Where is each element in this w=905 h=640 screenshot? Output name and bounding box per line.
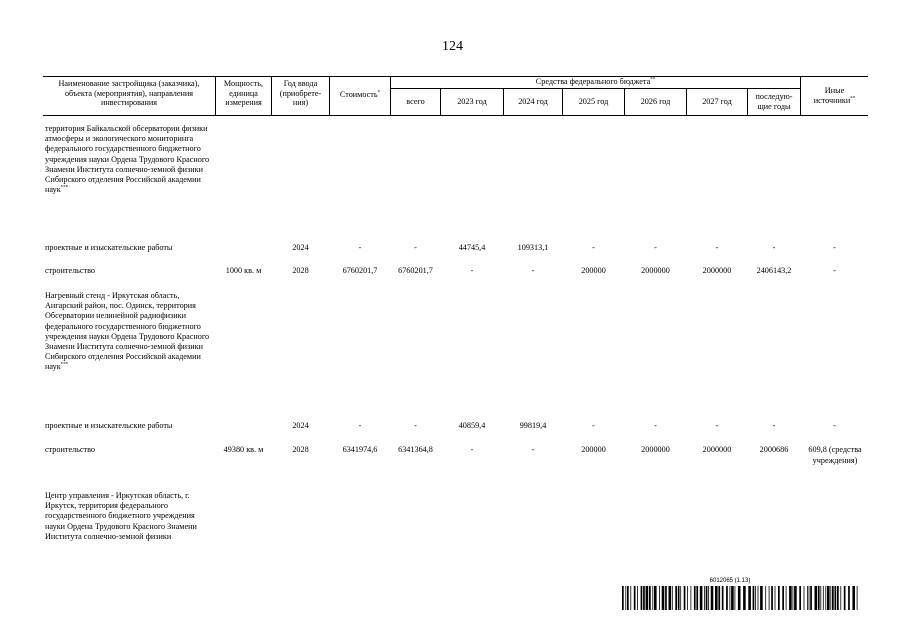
row-other: -	[833, 243, 836, 252]
row-total: -	[414, 243, 417, 252]
row-cost: 6760201,7	[342, 266, 378, 275]
header-federal-budget: Средства федерального бюджета**	[535, 77, 656, 86]
barcode-id: 6012065 (1.13)	[709, 578, 751, 584]
row-2025: -	[592, 421, 595, 430]
row-2026: 2000000	[641, 266, 670, 275]
row-later: 2000686	[759, 445, 789, 454]
row-2023: -	[470, 266, 474, 275]
header-cost: Стоимость*	[339, 90, 381, 99]
header-2024: 2024 год	[518, 97, 548, 106]
header-2025: 2025 год	[578, 97, 609, 106]
section-title: Центр управления - Иркутская область, г. Иркутск, территория федерального государственного бюджетного учреждения науки Ордена Трудового Красного Знамени Института солнечно-земной физики	[45, 491, 197, 541]
page-number: 124	[442, 39, 463, 54]
barcode	[622, 586, 858, 610]
row-2025: 200000	[581, 266, 606, 275]
row-later: -	[772, 421, 776, 430]
row-name: проектные и изыскательские работы	[45, 243, 173, 252]
row-other: -	[833, 266, 836, 275]
header-name: Наименование застройщика (заказчика), объекта (мероприятия), направления инвестирования	[58, 79, 200, 108]
section-title: Нагревный стенд - Иркутская область, Ангарский район, пос. Одинск, территория Обсерватории нелинейной радиофизики федерального государственного бюджетного учреждения науки Ордена Трудового Красного Знамени Института солнечно-земной физики Сибирского отделения Российской академии наук***	[45, 291, 210, 372]
row-2027: -	[715, 243, 719, 252]
row-other: -	[833, 421, 836, 430]
row-2027: -	[715, 421, 719, 430]
section-title: территория Байкальской обсерватории физики атмосферы и экологического мониторинга федерального государственного бюджетного учреждения науки Ордена Трудового Красного Знамени Института солнечно-земной физики Сибирского отделения Российской академии наук***	[45, 124, 210, 195]
row-2027: 2000000	[702, 266, 732, 275]
row-2023: 40859,4	[458, 421, 486, 430]
header-total: всего	[406, 97, 425, 106]
row-2026: 2000000	[641, 445, 670, 454]
row-total: -	[414, 421, 417, 430]
row-year: 2028	[292, 266, 309, 275]
row-name: проектные и изыскательские работы	[45, 421, 173, 430]
row-total: 6760201,7	[398, 266, 433, 275]
row-capacity: 1000 кв. м	[225, 266, 262, 275]
header-later-years: последую- щие годы	[755, 92, 793, 111]
row-later: 2406143,2	[756, 266, 792, 275]
row-year: 2024	[292, 243, 309, 252]
header-year: Год ввода (приобрете- ния)	[279, 79, 322, 108]
row-cost: -	[358, 421, 362, 430]
row-2023: -	[470, 445, 474, 454]
row-year: 2028	[292, 445, 309, 454]
header-sub-rule	[390, 88, 800, 89]
row-2024: -	[531, 445, 535, 454]
row-total: 6341364,8	[398, 445, 433, 454]
header-2027: 2027 год	[702, 97, 732, 106]
header-capacity: Мощность, единица измерения	[223, 79, 264, 108]
row-2026: -	[654, 243, 657, 252]
row-2027: 2000000	[702, 445, 732, 454]
row-later: -	[772, 243, 776, 252]
header-2023: 2023 год	[457, 97, 487, 106]
row-other: 609,8 (средства учреждения)	[808, 445, 862, 465]
row-cost: 6341974,6	[342, 445, 378, 454]
header-bottom-rule	[43, 115, 868, 116]
row-2026: -	[654, 421, 657, 430]
row-name: строительство	[45, 445, 96, 454]
row-2025: -	[592, 243, 595, 252]
row-2025: 200000	[581, 445, 606, 454]
row-name: строительство	[45, 266, 96, 275]
header-other-sources: Иные источники**	[813, 86, 856, 105]
row-cost: -	[358, 243, 362, 252]
row-2024: 109313,1	[517, 243, 549, 252]
row-capacity: 49380 кв. м	[223, 445, 264, 454]
row-2023: 44745,4	[458, 243, 486, 252]
row-2024: 99819,4	[519, 421, 547, 430]
row-2024: -	[531, 266, 535, 275]
header-2026: 2026 год	[640, 97, 671, 106]
row-year: 2024	[292, 421, 309, 430]
